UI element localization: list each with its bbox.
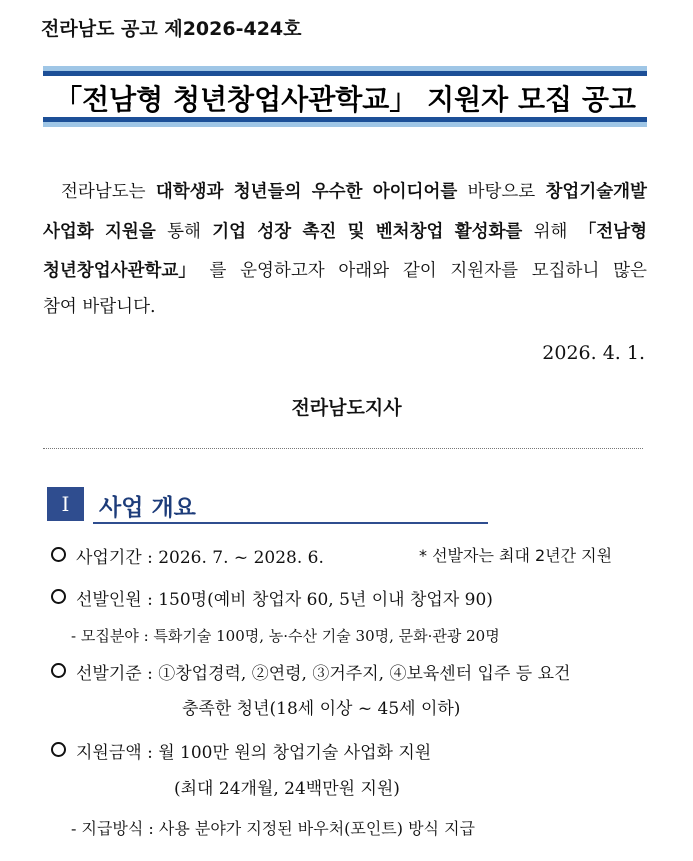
count-text: 선발인원 : 150명(예비 창업자 60, 5년 이내 창업자 90)	[76, 590, 493, 610]
intro-word: 아래와	[338, 261, 390, 281]
intro-word: 우수한	[311, 182, 363, 202]
list-item-amount	[51, 738, 431, 763]
circle-bullet-icon	[51, 742, 66, 757]
intro-word: 많은	[613, 261, 647, 281]
section-underline	[93, 522, 488, 524]
notice-date: 2026. 4. 1.	[542, 342, 645, 364]
intro-word: 바탕으로	[467, 182, 536, 202]
intro-word: 전라남도는	[61, 182, 146, 202]
intro-word: 활성화를	[454, 222, 523, 242]
period-note: * 선발자는 최대 2년간 지원	[419, 546, 613, 565]
intro-line-4: 참여 바랍니다.	[43, 297, 156, 317]
intro-word: 및	[347, 222, 365, 242]
intro-word: 위해	[533, 222, 568, 242]
amount-text: 지원금액 : 월 100만 원의 창업기술 사업화 지원	[76, 743, 432, 763]
period-text: 사업기간 : 2026. 7. ~ 2028. 6.	[76, 548, 324, 568]
intro-word: 벤처창업	[375, 222, 444, 242]
title-band-bottom-light	[43, 122, 647, 127]
intro-line-2	[43, 221, 647, 243]
intro-word: 사업화	[43, 222, 94, 242]
list-item-criteria	[51, 659, 570, 684]
document-number: 전라남도 공고 제2026-424호	[41, 18, 302, 40]
intro-line-1	[43, 181, 647, 203]
intro-word: 지원자를	[450, 261, 519, 281]
intro-word: 모집하니	[531, 261, 600, 281]
page-title: 「전남형 청년창업사관학교」 지원자 모집 공고	[54, 83, 636, 116]
criteria-text: 선발기준 : ①창업경력, ②연령, ③거주지, ④보육센터 입주 등 요건	[76, 664, 571, 684]
section-title: 사업 개요	[99, 495, 196, 521]
intro-word: 기업	[212, 222, 246, 242]
amount-continuation: (최대 24개월, 24백만원 지원)	[174, 779, 400, 799]
intro-word: 창업기술개발	[545, 182, 647, 202]
intro-word: 촉진	[302, 222, 337, 242]
section-number-badge: Ⅰ	[47, 487, 84, 521]
intro-word: 운영하고자	[240, 261, 325, 281]
list-subitem-payment: - 지급방식 : 사용 분야가 지정된 바우처(포인트) 방식 지급	[71, 819, 476, 838]
intro-word: 성장	[257, 222, 292, 242]
intro-word: 를	[209, 261, 227, 281]
dotted-divider	[43, 448, 643, 449]
list-item-period	[51, 543, 324, 568]
list-subitem-field: - 모집분야 : 특화기술 100명, 농·수산 기술 30명, 문화·관광 20명	[71, 627, 500, 645]
list-item-count	[51, 585, 493, 610]
intro-word: 청년들의	[233, 182, 302, 202]
intro-word: 같이	[402, 261, 437, 281]
circle-bullet-icon	[51, 663, 66, 678]
intro-word: 지원을	[105, 222, 156, 242]
intro-word: 아이디어를	[372, 182, 458, 202]
circle-bullet-icon	[51, 589, 66, 604]
intro-line-3	[43, 260, 647, 282]
intro-word: 통해	[167, 222, 201, 242]
circle-bullet-icon	[51, 547, 66, 562]
criteria-continuation: 충족한 청년(18세 이상 ~ 45세 이하)	[182, 699, 461, 719]
title-band-top-dark	[43, 71, 647, 76]
intro-word: 청년창업사관학교」	[43, 261, 196, 281]
issuer-name: 전라남도지사	[291, 397, 402, 419]
intro-word: 대학생과	[155, 182, 224, 202]
intro-word: 「전남형	[578, 222, 647, 242]
